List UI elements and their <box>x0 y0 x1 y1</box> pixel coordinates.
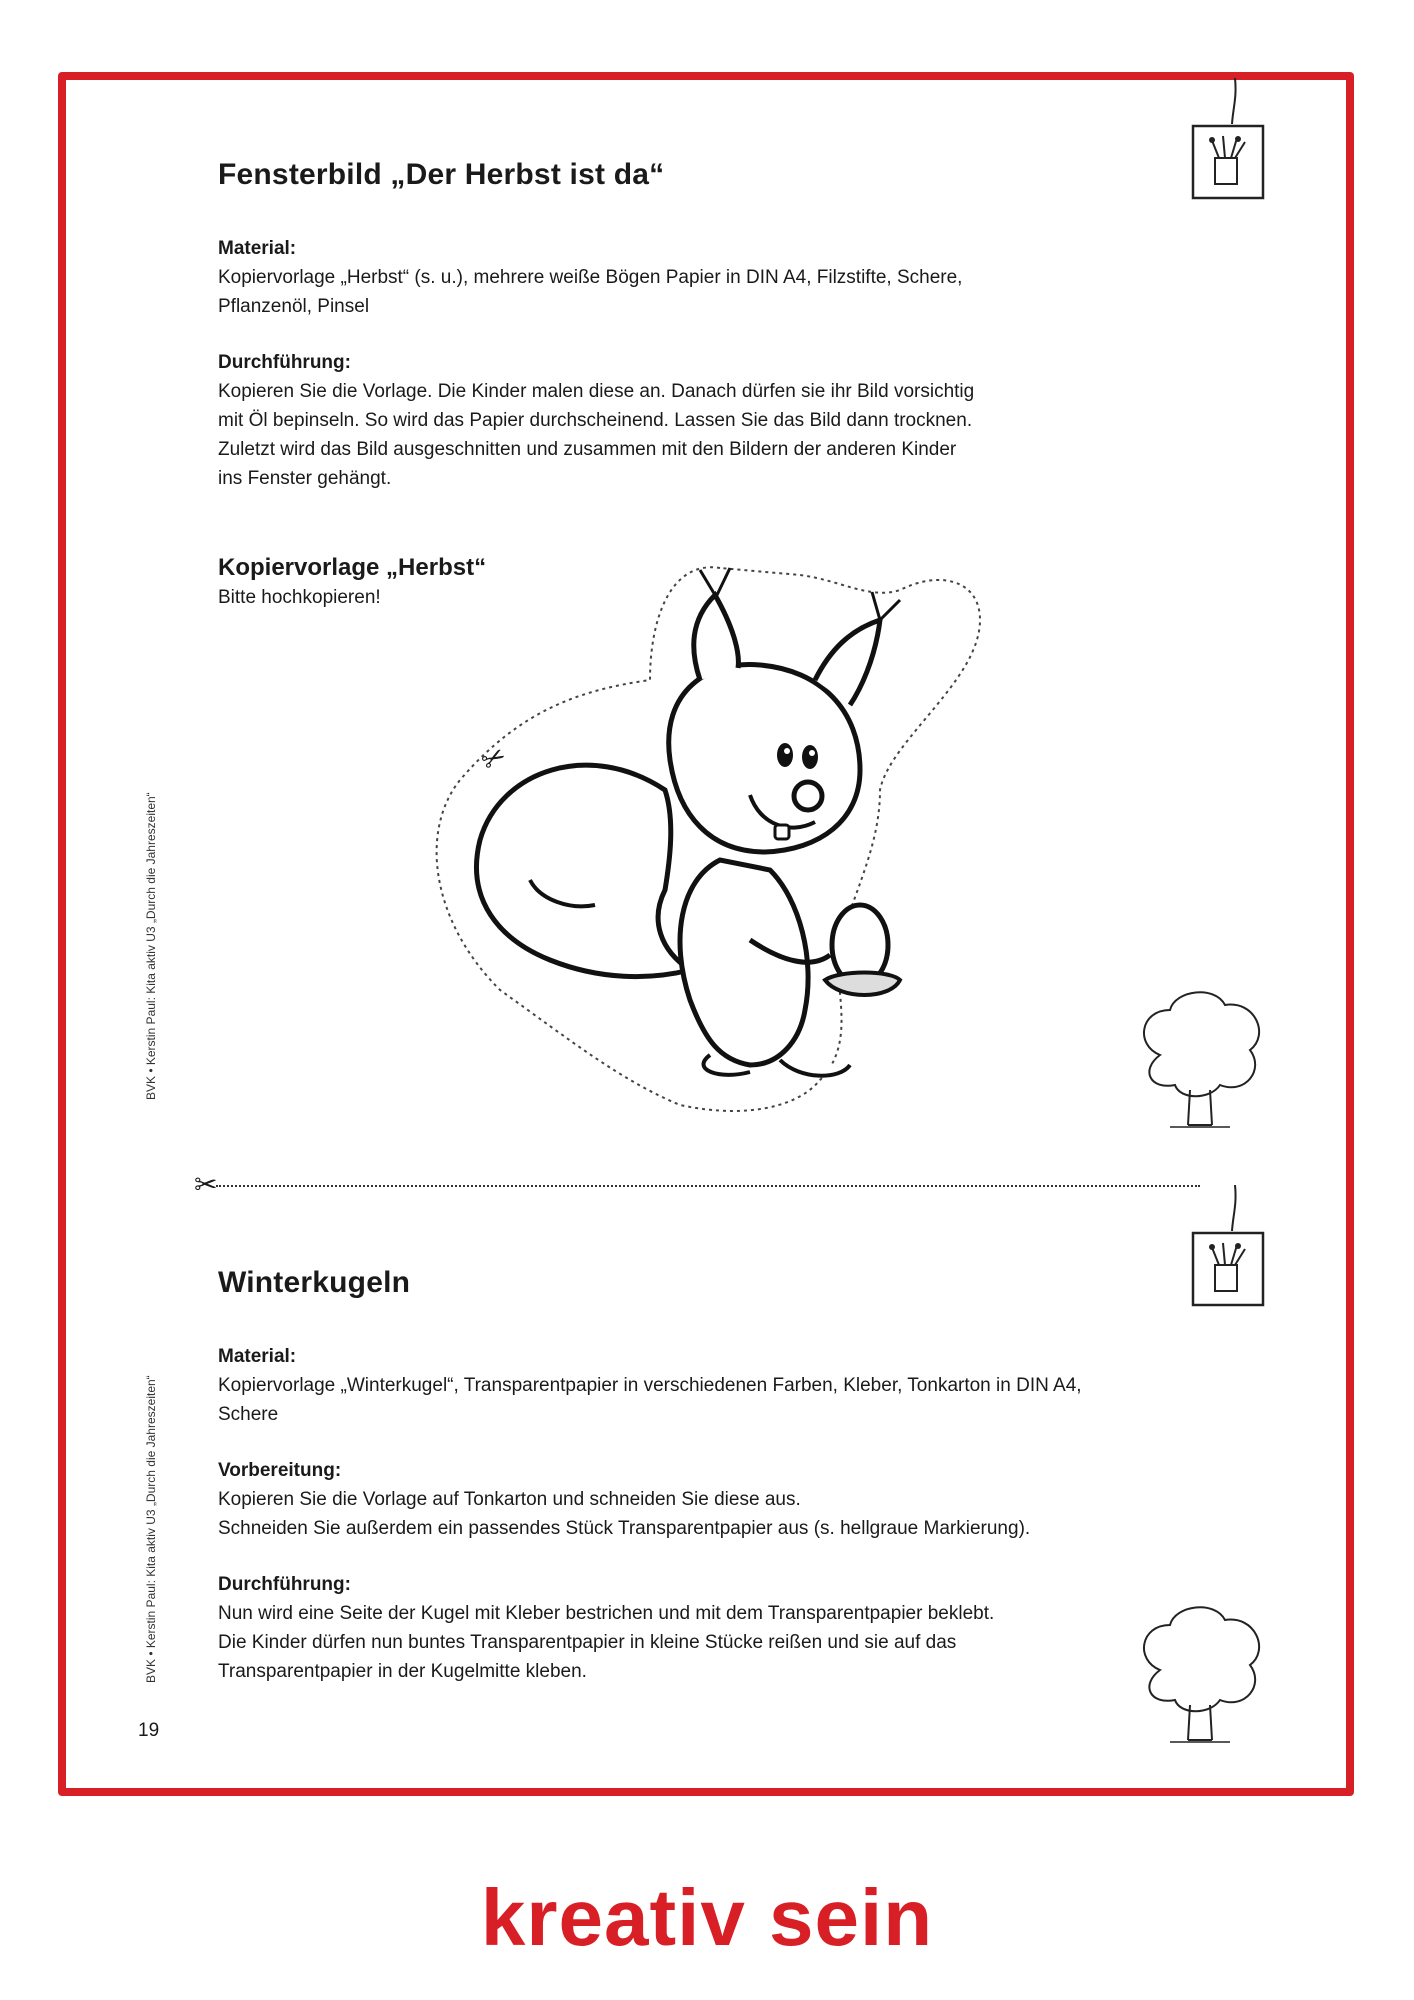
scissors-icon: ✂ <box>475 739 512 778</box>
section2-procedure-text: Nun wird eine Seite der Kugel mit Kleber bestrichen und mit dem Transparentpapier beklebt. Die Kinder dürfen nun buntes Transparentpapier in kleine Stücke reißen und sie auf das Transparentpapier in der Kugelmitte kleben. <box>218 1603 995 1682</box>
section1-material-label: Material: <box>218 238 297 259</box>
scissors-icon: ✂ <box>194 1169 218 1200</box>
section2-prep-text: Kopieren Sie die Vorlage auf Tonkarton und schneiden Sie diese aus. Schneiden Sie außerdem ein passendes Stück Transparentpapier aus (s. hellgraue Markierung). <box>218 1489 1031 1539</box>
section2-prep-label: Vorbereitung: <box>218 1460 342 1481</box>
side-credit: BVK • Kerstin Paul: Kita aktiv U3 „Durch die Jahreszeiten“ <box>144 1375 158 1683</box>
cut-line <box>216 1185 1200 1187</box>
tree-icon <box>1130 1600 1270 1750</box>
section2-procedure-label: Durchführung: <box>218 1574 351 1595</box>
section1-title: Fensterbild „Der Herbst ist da“ <box>218 158 665 191</box>
squirrel-illustration <box>420 560 1000 1120</box>
page-number: 19 <box>138 1720 160 1741</box>
template-note: Bitte hochkopieren! <box>218 587 381 608</box>
section1-procedure-text: Kopieren Sie die Vorlage. Die Kinder malen diese an. Danach dürfen sie ihr Bild vorsichtig mit Öl bepinseln. So wird das Papier durchscheinend. Lassen Sie das Bild dann trocknen. Zuletzt wird das Bild ausgeschnitten und zusammen mit den Bildern der anderen Kinder ins Fenster gehängt. <box>218 381 975 489</box>
section1-material-text: Kopiervorlage „Herbst“ (s. u.), mehrere weiße Bögen Papier in DIN A4, Filzstifte, Schere, Pflanzenöl, Pinsel <box>218 267 963 317</box>
footer-title: kreativ sein <box>480 1873 934 1962</box>
pencil-cup-icon <box>1185 78 1265 202</box>
side-credit: BVK • Kerstin Paul: Kita aktiv U3 „Durch die Jahreszeiten“ <box>144 792 158 1100</box>
section2-material-text: Kopiervorlage „Winterkugel“, Transparentpapier in verschiedenen Farben, Kleber, Tonkarton in DIN A4, Schere <box>218 1375 1082 1425</box>
template-title: Kopiervorlage „Herbst“ <box>218 554 487 581</box>
section2-title: Winterkugeln <box>218 1266 411 1299</box>
section2-material-label: Material: <box>218 1346 297 1367</box>
pencil-cup-icon <box>1185 1185 1265 1309</box>
section1-procedure-label: Durchführung: <box>218 352 351 373</box>
tree-icon <box>1130 985 1270 1135</box>
